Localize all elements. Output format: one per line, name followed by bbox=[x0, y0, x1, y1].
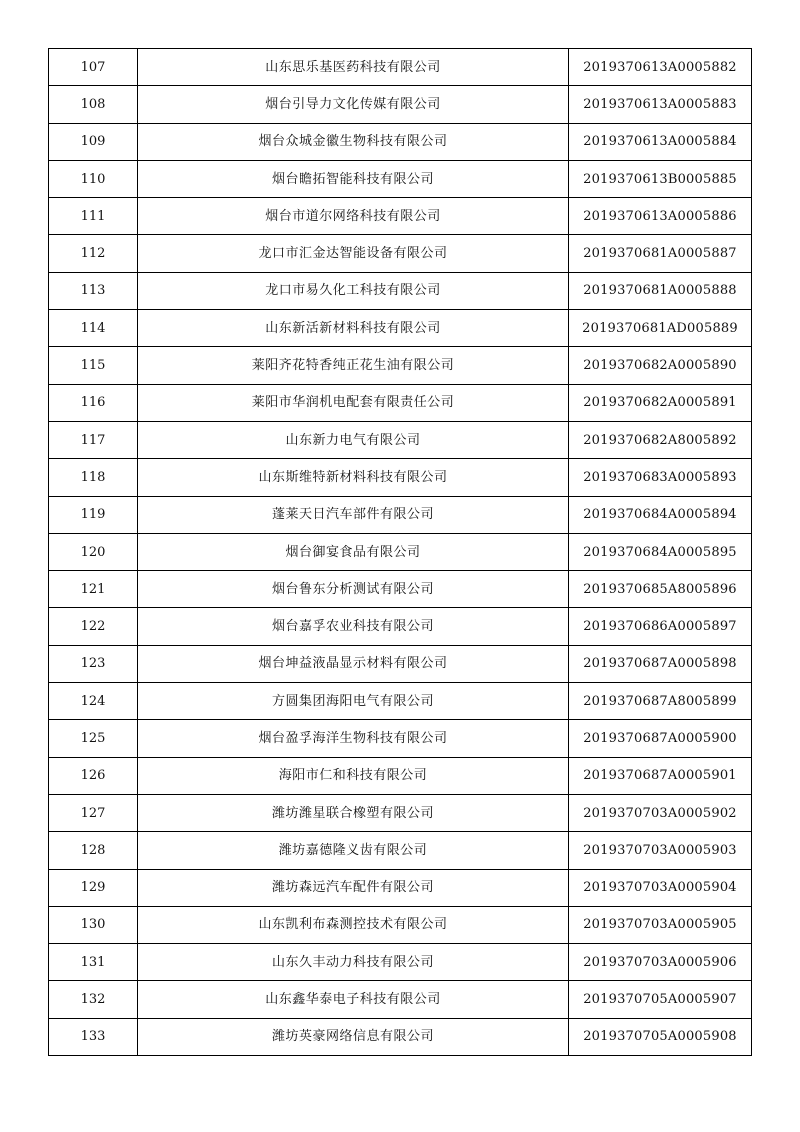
serial-number-cell: 126 bbox=[49, 757, 138, 794]
serial-number-cell: 116 bbox=[49, 384, 138, 421]
table-row bbox=[49, 757, 752, 794]
serial-number-cell: 119 bbox=[49, 496, 138, 533]
registration-code-cell: 2019370682A8005892 bbox=[569, 421, 752, 458]
registration-code-cell: 2019370687A0005898 bbox=[569, 645, 752, 682]
company-name-cell: 山东新活新材料科技有限公司 bbox=[138, 310, 569, 347]
company-name-cell: 烟台嘉孚农业科技有限公司 bbox=[138, 608, 569, 645]
registration-code-cell: 2019370613A0005882 bbox=[569, 49, 752, 86]
table-row bbox=[49, 944, 752, 981]
table-row bbox=[49, 906, 752, 943]
serial-number-cell: 117 bbox=[49, 421, 138, 458]
registration-code-cell: 2019370613A0005884 bbox=[569, 123, 752, 160]
serial-number-cell: 115 bbox=[49, 347, 138, 384]
registration-code-cell: 2019370613A0005886 bbox=[569, 198, 752, 235]
company-name-cell: 山东凯利布森测控技术有限公司 bbox=[138, 906, 569, 943]
serial-number-cell: 131 bbox=[49, 944, 138, 981]
table-row bbox=[49, 384, 752, 421]
company-name-cell: 山东鑫华泰电子科技有限公司 bbox=[138, 981, 569, 1018]
registration-code-cell: 2019370681A0005888 bbox=[569, 272, 752, 309]
company-name-cell: 烟台御宴食品有限公司 bbox=[138, 533, 569, 570]
serial-number-cell: 120 bbox=[49, 533, 138, 570]
company-name-cell: 烟台引导力文化传媒有限公司 bbox=[138, 86, 569, 123]
table-row bbox=[49, 272, 752, 309]
company-name-cell: 莱阳齐花特香纯正花生油有限公司 bbox=[138, 347, 569, 384]
table-row bbox=[49, 608, 752, 645]
serial-number-cell: 127 bbox=[49, 794, 138, 831]
table-row bbox=[49, 571, 752, 608]
serial-number-cell: 123 bbox=[49, 645, 138, 682]
serial-number-cell: 111 bbox=[49, 198, 138, 235]
registration-code-cell: 2019370703A0005902 bbox=[569, 794, 752, 831]
table-row bbox=[49, 496, 752, 533]
company-name-cell: 烟台鲁东分析测试有限公司 bbox=[138, 571, 569, 608]
company-name-cell: 龙口市汇金达智能设备有限公司 bbox=[138, 235, 569, 272]
registration-code-cell: 2019370705A0005907 bbox=[569, 981, 752, 1018]
table-row bbox=[49, 123, 752, 160]
table-row bbox=[49, 198, 752, 235]
table-row bbox=[49, 459, 752, 496]
serial-number-cell: 118 bbox=[49, 459, 138, 496]
table-row bbox=[49, 421, 752, 458]
company-name-cell: 烟台众城金徽生物科技有限公司 bbox=[138, 123, 569, 160]
company-name-cell: 烟台瞻拓智能科技有限公司 bbox=[138, 160, 569, 197]
company-name-cell: 烟台盈孚海洋生物科技有限公司 bbox=[138, 720, 569, 757]
table-row bbox=[49, 533, 752, 570]
table-row bbox=[49, 1018, 752, 1055]
table-row bbox=[49, 49, 752, 86]
table-row bbox=[49, 310, 752, 347]
registration-code-cell: 2019370682A0005890 bbox=[569, 347, 752, 384]
table-row bbox=[49, 645, 752, 682]
company-name-cell: 烟台坤益液晶显示材料有限公司 bbox=[138, 645, 569, 682]
company-name-cell: 潍坊嘉德隆义齿有限公司 bbox=[138, 832, 569, 869]
registration-code-cell: 2019370687A0005901 bbox=[569, 757, 752, 794]
serial-number-cell: 110 bbox=[49, 160, 138, 197]
table-row bbox=[49, 720, 752, 757]
registration-code-cell: 2019370684A0005894 bbox=[569, 496, 752, 533]
table-row bbox=[49, 832, 752, 869]
company-name-cell: 山东新力电气有限公司 bbox=[138, 421, 569, 458]
company-name-cell: 山东斯维特新材料科技有限公司 bbox=[138, 459, 569, 496]
company-name-cell: 山东久丰动力科技有限公司 bbox=[138, 944, 569, 981]
company-name-cell: 海阳市仁和科技有限公司 bbox=[138, 757, 569, 794]
registration-code-cell: 2019370681A0005887 bbox=[569, 235, 752, 272]
serial-number-cell: 133 bbox=[49, 1018, 138, 1055]
company-name-cell: 潍坊潍星联合橡塑有限公司 bbox=[138, 794, 569, 831]
serial-number-cell: 114 bbox=[49, 310, 138, 347]
registration-code-cell: 2019370682A0005891 bbox=[569, 384, 752, 421]
registration-code-cell: 2019370686A0005897 bbox=[569, 608, 752, 645]
serial-number-cell: 122 bbox=[49, 608, 138, 645]
table-row bbox=[49, 235, 752, 272]
table-body bbox=[49, 49, 752, 1056]
serial-number-cell: 128 bbox=[49, 832, 138, 869]
company-name-cell: 蓬莱天日汽车部件有限公司 bbox=[138, 496, 569, 533]
serial-number-cell: 112 bbox=[49, 235, 138, 272]
table-row bbox=[49, 981, 752, 1018]
registration-code-cell: 2019370703A0005903 bbox=[569, 832, 752, 869]
registration-code-cell: 2019370613A0005883 bbox=[569, 86, 752, 123]
registration-code-cell: 2019370684A0005895 bbox=[569, 533, 752, 570]
serial-number-cell: 108 bbox=[49, 86, 138, 123]
table-row bbox=[49, 347, 752, 384]
company-name-cell: 龙口市易久化工科技有限公司 bbox=[138, 272, 569, 309]
serial-number-cell: 125 bbox=[49, 720, 138, 757]
company-name-cell: 潍坊森远汽车配件有限公司 bbox=[138, 869, 569, 906]
registration-code-cell: 2019370681AD005889 bbox=[569, 310, 752, 347]
company-name-cell: 潍坊英豪网络信息有限公司 bbox=[138, 1018, 569, 1055]
company-name-cell: 莱阳市华润机电配套有限责任公司 bbox=[138, 384, 569, 421]
company-registry-table bbox=[48, 48, 752, 1056]
registration-code-cell: 2019370705A0005908 bbox=[569, 1018, 752, 1055]
serial-number-cell: 129 bbox=[49, 869, 138, 906]
registration-code-cell: 2019370685A8005896 bbox=[569, 571, 752, 608]
serial-number-cell: 107 bbox=[49, 49, 138, 86]
registration-code-cell: 2019370703A0005904 bbox=[569, 869, 752, 906]
serial-number-cell: 113 bbox=[49, 272, 138, 309]
serial-number-cell: 130 bbox=[49, 906, 138, 943]
serial-number-cell: 121 bbox=[49, 571, 138, 608]
serial-number-cell: 109 bbox=[49, 123, 138, 160]
registration-code-cell: 2019370687A8005899 bbox=[569, 683, 752, 720]
serial-number-cell: 132 bbox=[49, 981, 138, 1018]
registration-code-cell: 2019370703A0005905 bbox=[569, 906, 752, 943]
registration-code-cell: 2019370703A0005906 bbox=[569, 944, 752, 981]
table-row bbox=[49, 869, 752, 906]
company-name-cell: 方圆集团海阳电气有限公司 bbox=[138, 683, 569, 720]
registration-code-cell: 2019370683A0005893 bbox=[569, 459, 752, 496]
serial-number-cell: 124 bbox=[49, 683, 138, 720]
table-row bbox=[49, 86, 752, 123]
registration-code-cell: 2019370687A0005900 bbox=[569, 720, 752, 757]
registration-code-cell: 2019370613B0005885 bbox=[569, 160, 752, 197]
company-name-cell: 烟台市道尔网络科技有限公司 bbox=[138, 198, 569, 235]
table-row bbox=[49, 683, 752, 720]
table-row bbox=[49, 160, 752, 197]
table-row bbox=[49, 794, 752, 831]
company-name-cell: 山东思乐基医药科技有限公司 bbox=[138, 49, 569, 86]
